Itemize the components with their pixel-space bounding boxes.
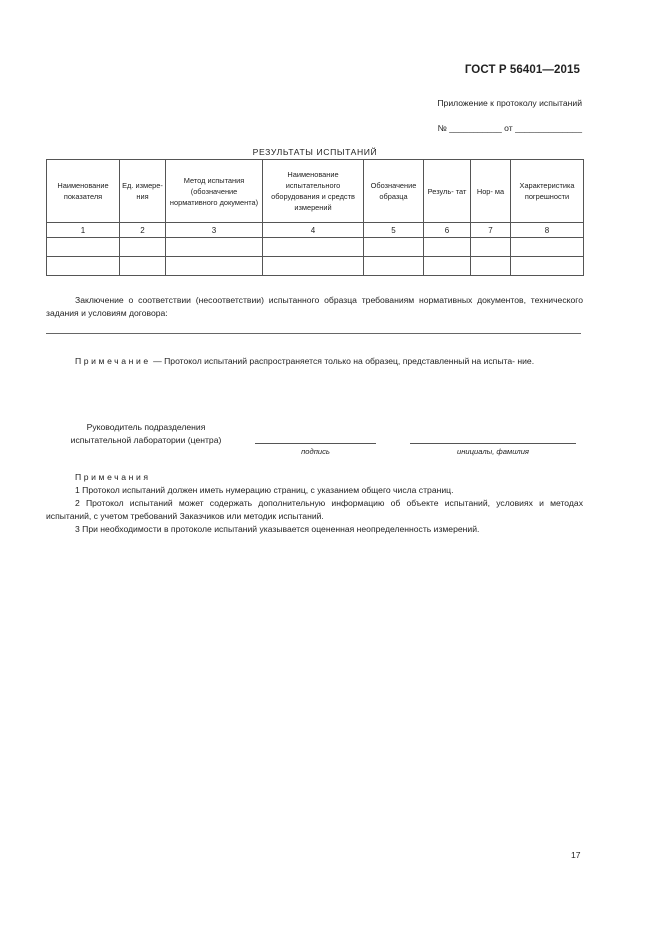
results-table bbox=[46, 159, 584, 276]
page-number: 17 bbox=[571, 850, 581, 860]
signature-caption: подпись bbox=[301, 447, 330, 456]
results-title: РЕЗУЛЬТАТЫ ИСПЫТАНИЙ bbox=[252, 147, 378, 157]
signature-role bbox=[46, 421, 246, 447]
note-item: 3 При необходимости в протоколе испытаний указывается оцененная неопределенность измерений. bbox=[75, 524, 480, 534]
name-line bbox=[410, 443, 576, 444]
table-cell bbox=[47, 238, 120, 257]
appendix-note: Приложение к протоколу испытаний bbox=[437, 98, 582, 108]
table-cell bbox=[511, 238, 584, 257]
table-cell bbox=[471, 257, 511, 276]
table-row bbox=[47, 238, 584, 257]
note-label: Примечание bbox=[75, 356, 151, 366]
column-number-row bbox=[47, 223, 584, 238]
column-number: 6 bbox=[424, 223, 471, 238]
note-text: — Протокол испытаний распространяется только на образец, представленный на испыта- ние. bbox=[153, 356, 535, 366]
table-cell bbox=[424, 257, 471, 276]
table-cell bbox=[120, 257, 166, 276]
column-header: Обозначение образца bbox=[364, 160, 424, 223]
table-cell bbox=[166, 257, 263, 276]
column-number: 2 bbox=[120, 223, 166, 238]
column-number: 3 bbox=[166, 223, 263, 238]
name-caption: инициалы, фамилия bbox=[457, 447, 529, 456]
table-cell bbox=[364, 238, 424, 257]
column-number: 5 bbox=[364, 223, 424, 238]
table-cell bbox=[166, 238, 263, 257]
signature-line bbox=[255, 443, 376, 444]
note-item: 2 Протокол испытаний может содержать дополнительную информацию об объекте испытаний, условиях и методах испытаний, с учетом требований Заказчиков или методик испытаний. bbox=[46, 498, 583, 521]
table-header-row bbox=[47, 160, 584, 223]
table-cell bbox=[263, 257, 364, 276]
column-number: 4 bbox=[263, 223, 364, 238]
column-number: 8 bbox=[511, 223, 584, 238]
conclusion-text: Заключение о соответствии (несоответствии) испытанного образца требованиям нормативных документов, технического задания и условиям договора: bbox=[46, 295, 583, 318]
column-header: Наименование показателя bbox=[47, 160, 120, 223]
protocol-note bbox=[46, 355, 583, 368]
note-item: 1 Протокол испытаний должен иметь нумерацию страниц, с указанием общего числа страниц. bbox=[75, 485, 454, 495]
table-row bbox=[47, 257, 584, 276]
notes-block bbox=[46, 471, 583, 536]
role-line-1: Руководитель подразделения bbox=[86, 422, 206, 432]
role-line-2: испытательной лаборатории (центра) bbox=[70, 435, 222, 445]
column-number: 7 bbox=[471, 223, 511, 238]
table-cell bbox=[47, 257, 120, 276]
column-header: Резуль- тат bbox=[424, 160, 471, 223]
conclusion-rule bbox=[46, 333, 581, 334]
table-cell bbox=[511, 257, 584, 276]
standard-id: ГОСТ Р 56401—2015 bbox=[464, 64, 580, 76]
table-cell bbox=[471, 238, 511, 257]
column-header: Ед. измере- ния bbox=[120, 160, 166, 223]
table-cell bbox=[120, 238, 166, 257]
table-cell bbox=[364, 257, 424, 276]
column-number: 1 bbox=[47, 223, 120, 238]
column-header: Характеристика погрешности bbox=[511, 160, 584, 223]
column-header: Наименование испытательного оборудования и средств измерений bbox=[263, 160, 364, 223]
notes-heading: Примечания bbox=[75, 472, 151, 482]
column-header: Метод испытания (обозначение нормативного документа) bbox=[166, 160, 263, 223]
table-cell bbox=[263, 238, 364, 257]
column-header: Нор- ма bbox=[471, 160, 511, 223]
protocol-number-line: № ___________ от ______________ bbox=[437, 123, 582, 133]
table-cell bbox=[424, 238, 471, 257]
